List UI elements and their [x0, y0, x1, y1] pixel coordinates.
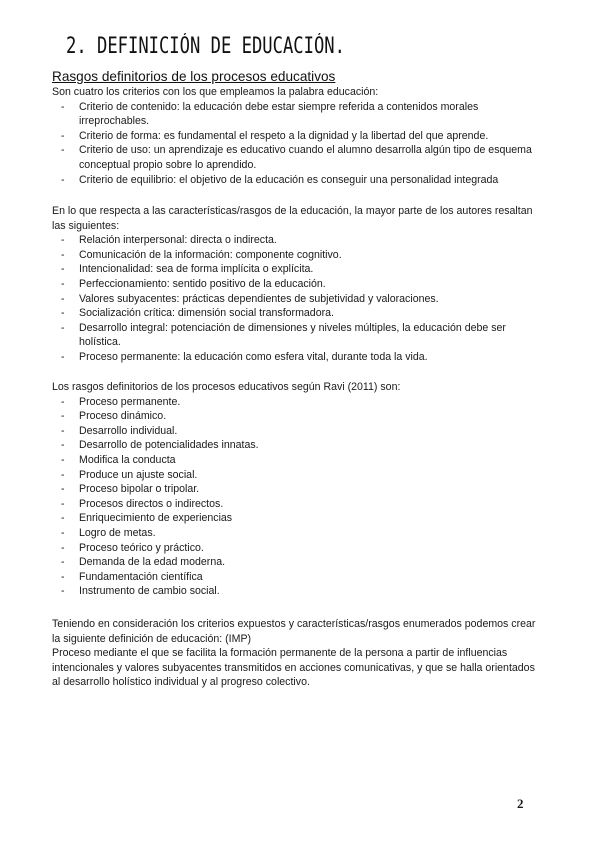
definition-lead: Teniendo en consideración los criterios expuestos y características/rasgos enumerados podemos crear la siguiente definición de educación: (IMP) — [52, 618, 536, 645]
list-item: - Proceso bipolar o tripolar. — [52, 482, 542, 497]
list-item: - Desarrollo individual. — [52, 424, 542, 439]
list-item: - Proceso permanente: la educación como esfera vital, durante toda la vida. — [52, 350, 542, 365]
list-item: - Desarrollo de potencialidades innatas. — [52, 438, 542, 453]
ravi-list — [52, 395, 542, 599]
list-item: - Instrumento de cambio social. — [52, 584, 542, 599]
page-number: 2 — [517, 796, 524, 811]
ravi-section — [52, 380, 542, 599]
list-item: - Modifica la conducta — [52, 453, 542, 468]
section-heading: Rasgos definitorios de los procesos educativos — [52, 69, 336, 84]
list-item: - Criterio de forma: es fundamental el respeto a la dignidad y la libertad del que aprende. — [52, 129, 542, 144]
definition-section — [52, 617, 542, 690]
list-item: - Intencionalidad: sea de forma implícita o explícita. — [52, 262, 542, 277]
list-item: - Demanda de la edad moderna. — [52, 555, 542, 570]
criteria-section — [52, 85, 542, 187]
list-item: - Socialización crítica: dimensión social transformadora. — [52, 306, 542, 321]
list-item: - Proceso teórico y práctico. — [52, 541, 542, 556]
list-item: - Desarrollo integral: potenciación de dimensiones y niveles múltiples, la educación debe ser holística. — [52, 321, 542, 350]
list-item: - Procesos directos o indirectos. — [52, 497, 542, 512]
list-item: - Enriquecimiento de experiencias — [52, 511, 542, 526]
list-item: - Proceso dinámico. — [52, 409, 542, 424]
list-item: - Valores subyacentes: prácticas dependientes de subjetividad y valoraciones. — [52, 292, 542, 307]
criteria-list — [52, 100, 542, 188]
definition-text: Proceso mediante el que se facilita la formación permanente de la persona a partir de influencias intencionales y valores subyacentes transmitidos en acciones comunicativas, y que se halla orientados al desarrollo holístico individual y al progreso colectivo. — [52, 647, 535, 689]
list-item: - Comunicación de la información: componente cognitivo. — [52, 248, 542, 263]
characteristics-list — [52, 233, 542, 364]
page-title: 2. DEFINICIÓN DE EDUCACIÓN. — [66, 34, 345, 59]
list-item: - Criterio de equilibrio: el objetivo de la educación es conseguir una personalidad integrada — [52, 173, 542, 188]
list-item: - Logro de metas. — [52, 526, 542, 541]
list-item: - Criterio de contenido: la educación debe estar siempre referida a contenidos morales irreprochables. — [52, 100, 542, 129]
list-item: - Fundamentación científica — [52, 570, 542, 585]
ravi-intro: Los rasgos definitorios de los procesos educativos según Ravi (2011) son: — [52, 381, 401, 393]
list-item: - Proceso permanente. — [52, 395, 542, 410]
characteristics-section — [52, 204, 542, 365]
characteristics-intro: En lo que respecta a las características/rasgos de la educación, la mayor parte de los autores resaltan las siguientes: — [52, 205, 533, 232]
list-item: - Perfeccionamiento: sentido positivo de la educación. — [52, 277, 542, 292]
list-item: - Produce un ajuste social. — [52, 468, 542, 483]
list-item: - Relación interpersonal: directa o indirecta. — [52, 233, 542, 248]
list-item: - Criterio de uso: un aprendizaje es educativo cuando el alumno desarrolla algún tipo de esquema conceptual propio sobre lo aprendido. — [52, 143, 542, 172]
criteria-intro: Son cuatro los criterios con los que empleamos la palabra educación: — [52, 86, 379, 98]
